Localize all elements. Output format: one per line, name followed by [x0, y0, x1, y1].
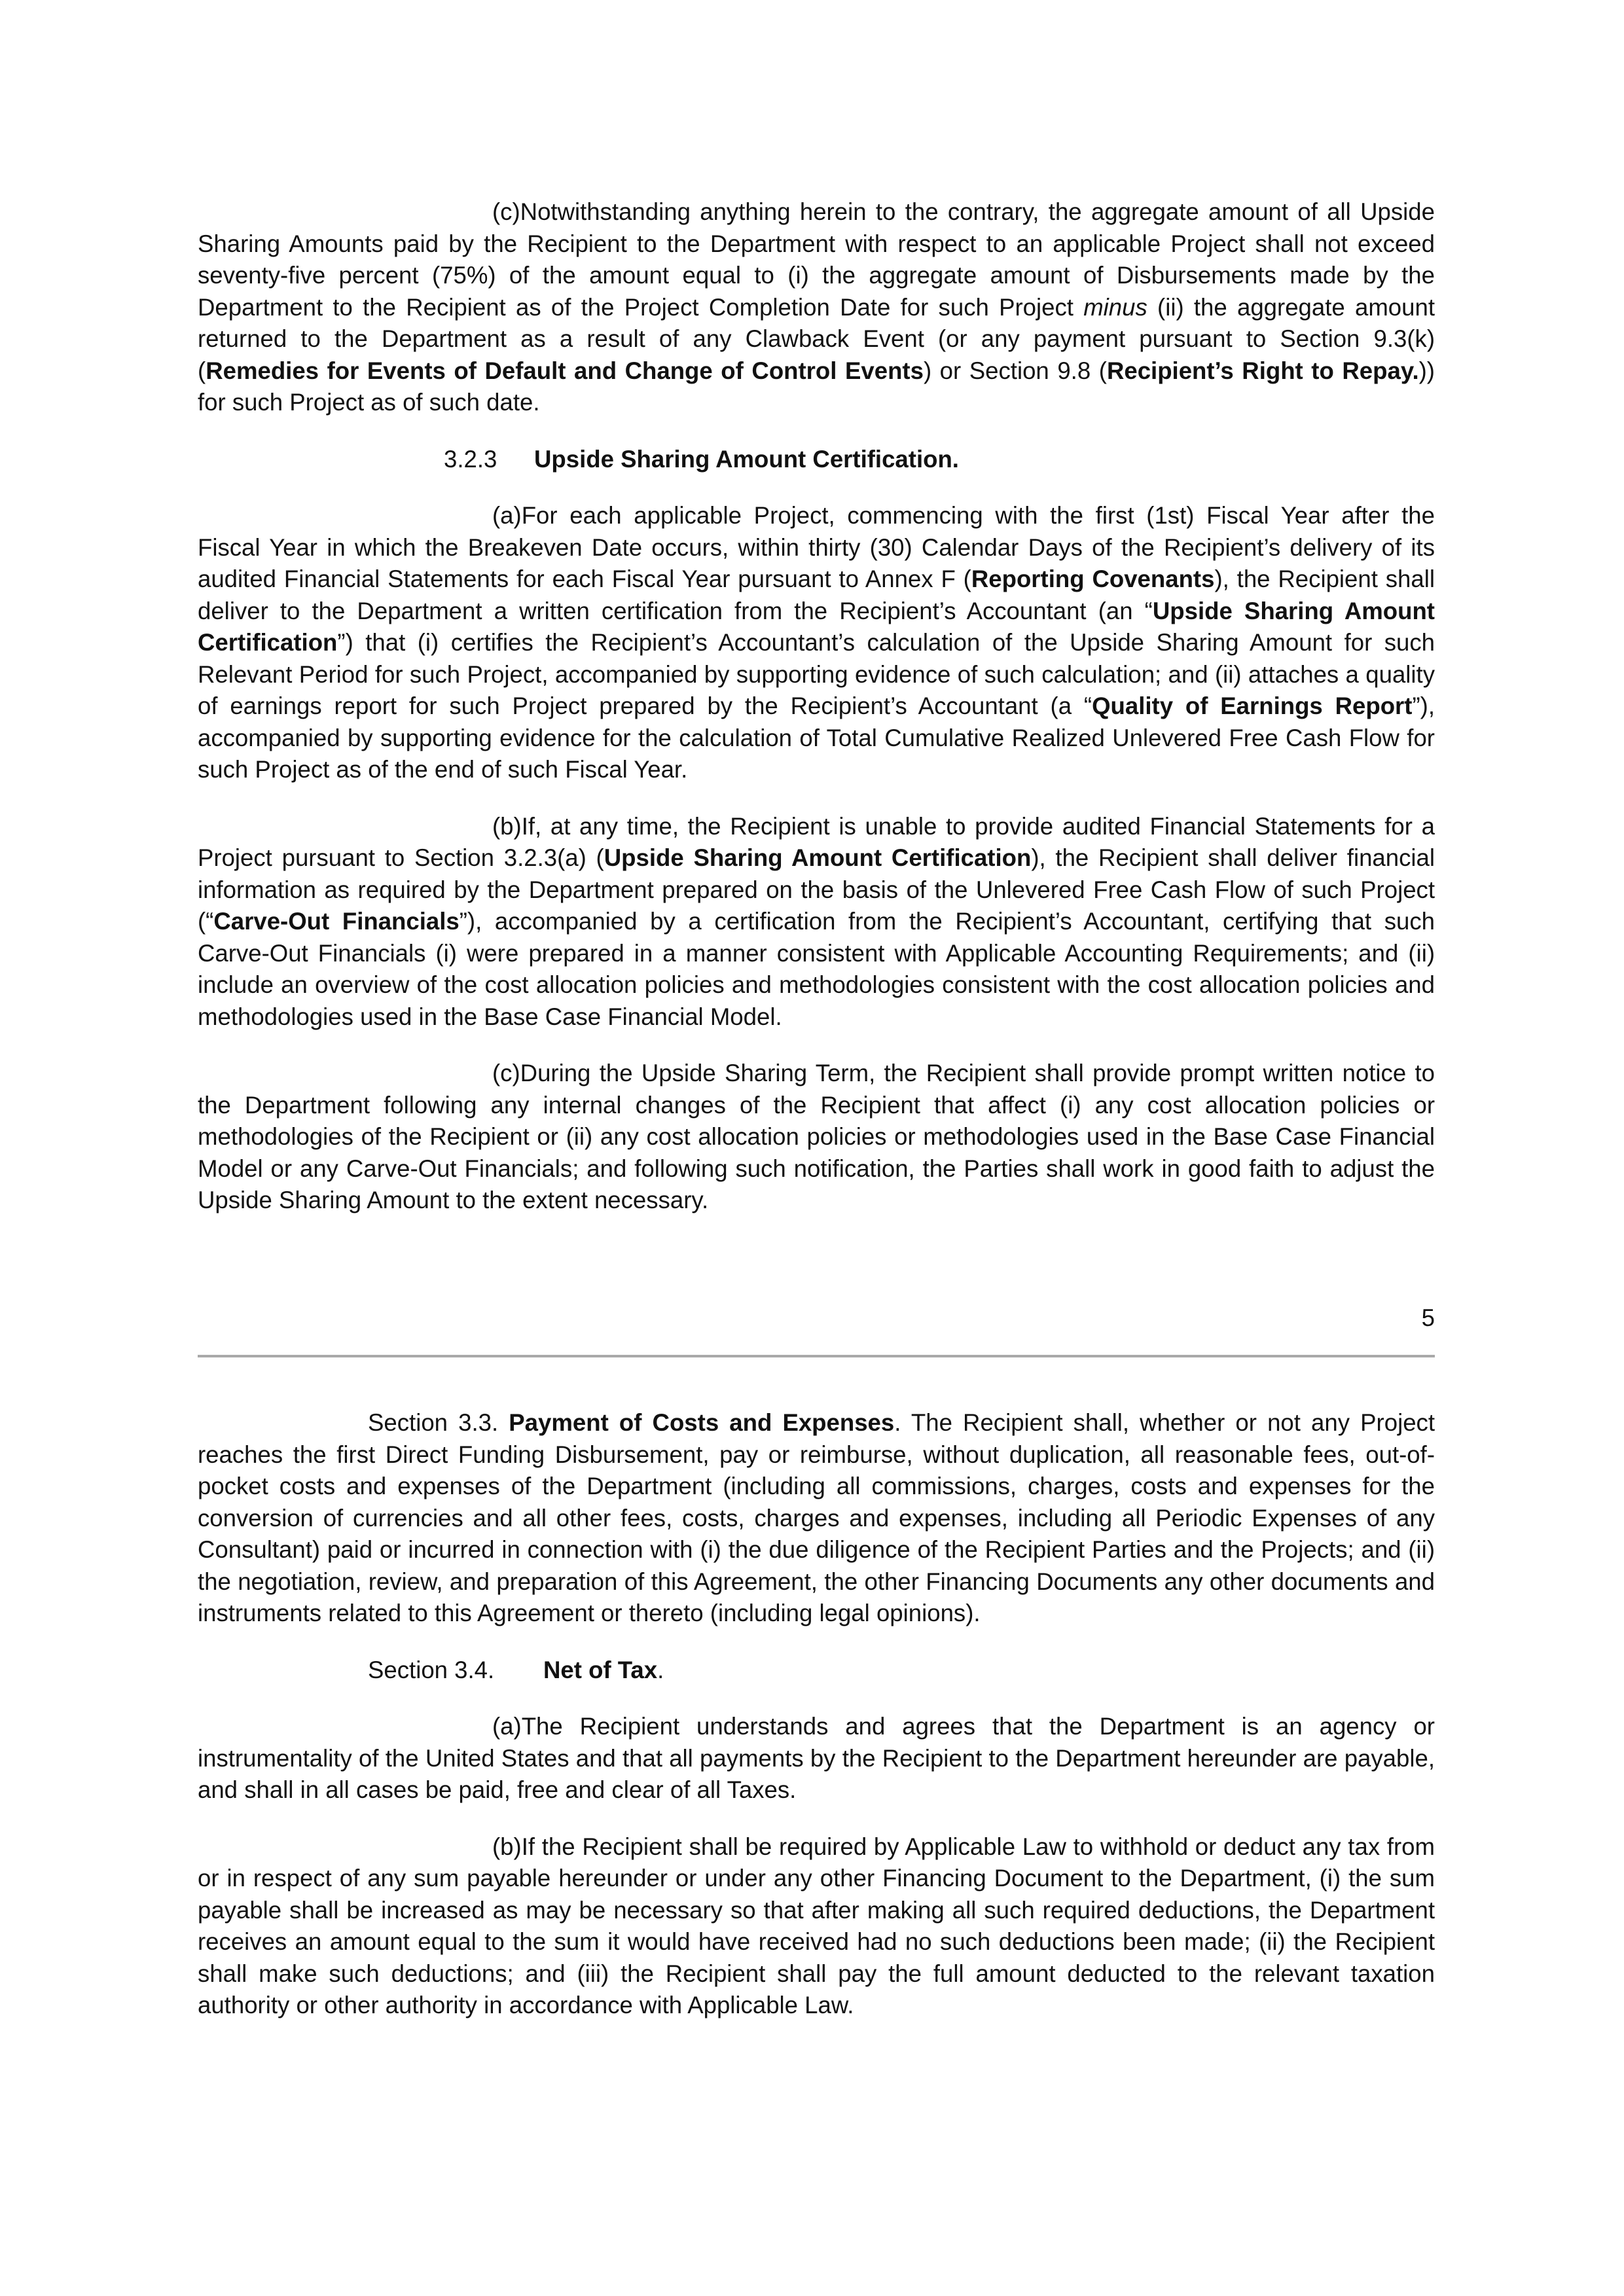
section-number: 3.2.3	[444, 445, 497, 473]
body-paragraph	[198, 1831, 1435, 2022]
paragraph-text: (ii) the aggregate amount returned to the Department as a result of any Clawback Event (or any payment pursuant to Section 9.3(k) (	[198, 293, 1435, 384]
paragraph-text: (b)If, at any time, the Recipient is unable to provide audited Financial Statements for a Project pursuant to Section 3.2.3(a) (	[198, 812, 1435, 871]
paragraph-text: (b)If the Recipient shall be required by Applicable Law to withhold or deduct any tax from or in respect of any sum payable hereunder or under any other Financing Document to the Department, (i) the sum payable shall be increased as may be necessary so that after making all such required deductions, the Department receives an amount equal to the sum it would have received had no such deductions been made; (ii) the Recipient shall make such deductions; and (iii) the Recipient shall pay the full amount deducted to the relevant taxation authority or other authority in accordance with Applicable Law.	[198, 1833, 1435, 2018]
body-paragraph	[198, 1058, 1435, 1217]
paragraph-text: (a)For each applicable Project, commencing with the first (1st) Fiscal Year after the Fiscal Year in which the Breakeven Date occurs, within thirty (30) Calendar Days of the Recipient’s delivery of its audited Financial Statements for each Fiscal Year pursuant to Annex F (	[198, 502, 1435, 592]
defined-term: Carve-Out Financials	[213, 908, 460, 935]
body-paragraph	[198, 196, 1435, 419]
paragraph-text: . The Recipient shall, whether or not any Project reaches the first Direct Funding Disbursement, pay or reimburse, without duplication, all reasonable fees, out-of-pocket costs and expenses of the Department (including all commissions, charges, costs and expenses for the conversion of currencies and all other fees, costs, charges and expenses, including all Periodic Expenses of any Consultant) paid or incurred in connection with (i) the due diligence of the Recipient Parties and the Projects; and (ii) the negotiation, review, and preparation of this Agreement, the other Financing Documents any other documents and instruments related to this Agreement or thereto (including legal opinions).	[198, 1409, 1435, 1626]
defined-term: Upside Sharing Amount Certification	[604, 844, 1032, 871]
body-paragraph	[198, 500, 1435, 786]
section-heading	[198, 1655, 1435, 1687]
body-paragraph	[198, 811, 1435, 1033]
page-top-text	[198, 196, 1435, 1242]
paragraph-text: ”), accompanied by a certification from the Recipient’s Accountant, certifying that such Carve-Out Financials (i) were prepared in a manner consistent with Applicable Accounting Requirements; and (ii) include an overview of the cost allocation policies and methodologies consistent with the cost allocation policies and methodologies used in the Base Case Financial Model.	[198, 908, 1435, 1030]
emphasis-text: minus	[1083, 293, 1147, 321]
section-title: Net of Tax	[543, 1656, 658, 1683]
section-heading	[198, 444, 1435, 476]
body-paragraph	[198, 1711, 1435, 1806]
paragraph-text: )) for such Project as of such date.	[198, 357, 1435, 416]
defined-term: Reporting Covenants	[971, 565, 1215, 592]
section-number: Section 3.4.	[368, 1656, 495, 1683]
defined-term: Upside Sharing Amount Certification	[198, 597, 1435, 656]
defined-term: Payment of Costs and Expenses	[509, 1409, 895, 1436]
paragraph-text: ) or Section 9.8 (	[923, 357, 1107, 384]
paragraph-text: ), the Recipient shall deliver to the Department a written certification from the Recipient’s Accountant (an “	[198, 565, 1435, 624]
paragraph-text: ”), accompanied by supporting evidence for the calculation of Total Cumulative Realized Unlevered Free Cash Flow for such Project as of the end of such Fiscal Year.	[198, 692, 1435, 783]
defined-term: Remedies for Events of Default and Change of Control Events	[206, 357, 924, 384]
defined-term: Recipient’s Right to Repay.	[1106, 357, 1419, 384]
paragraph-text: (c)Notwithstanding anything herein to the contrary, the aggregate amount of all Upside Sharing Amounts paid by the Recipient to the Department with respect to an applicable Project shall not exceed seventy-five percent (75%) of the amount equal to (i) the aggregate amount of Disbursements made by the Department to the Recipient as of the Project Completion Date for such Project	[198, 198, 1435, 321]
paragraph-text: (a)The Recipient understands and agrees that the Department is an agency or instrumentality of the United States and that all payments by the Recipient to the Department hereunder are payable, and shall in all cases be paid, free and clear of all Taxes.	[198, 1713, 1435, 1803]
section-title-suffix: .	[657, 1656, 664, 1683]
paragraph-text: ”) that (i) certifies the Recipient’s Accountant’s calculation of the Upside Sharing Amount for such Relevant Period for such Project, accompanied by supporting evidence of such calculation; and (ii) attaches a quality of earnings report for such Project prepared by the Recipient’s Accountant (a “	[198, 629, 1435, 719]
page-number: 5	[1421, 1304, 1435, 1331]
paragraph-text: ), the Recipient shall deliver financial information as required by the Department prepared on the basis of the Unlevered Free Cash Flow of such Project (“	[198, 844, 1435, 935]
body-paragraph	[198, 1407, 1435, 1630]
section-title: Upside Sharing Amount Certification.	[534, 445, 959, 473]
paragraph-text: Section 3.3.	[368, 1409, 509, 1436]
defined-term: Quality of Earnings Report	[1092, 692, 1413, 719]
page-bottom-text	[198, 1407, 1435, 2047]
page-break-divider	[198, 1355, 1435, 1357]
paragraph-text: (c)During the Upside Sharing Term, the Recipient shall provide prompt written notice to the Department following any internal changes of the Recipient that affect (i) any cost allocation policies or methodologies of the Recipient or (ii) any cost allocation policies or methodologies used in the Base Case Financial Model or any Carve-Out Financials; and following such notification, the Parties shall work in good faith to adjust the Upside Sharing Amount to the extent necessary.	[198, 1060, 1435, 1213]
